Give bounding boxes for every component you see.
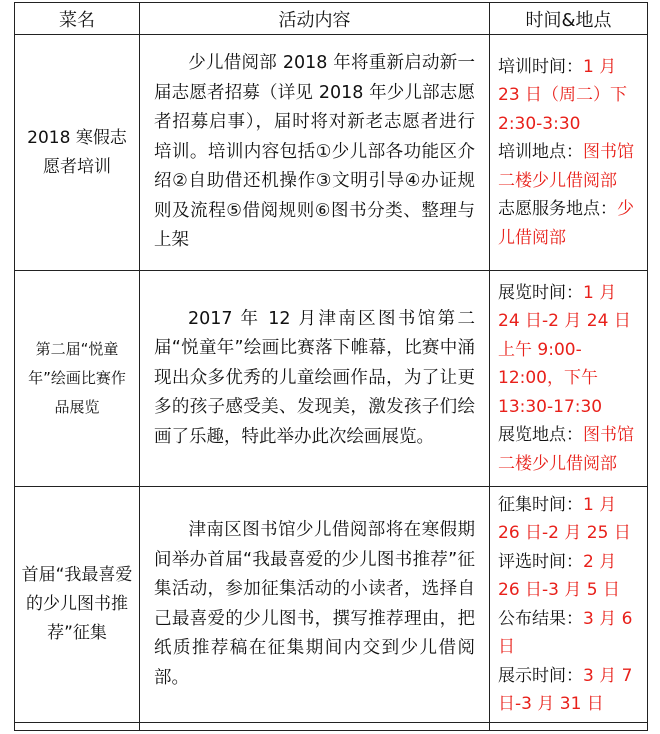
info-line: 志愿服务地点：少儿借阅部 (498, 199, 634, 248)
row-info (490, 35, 648, 271)
row-content (140, 35, 490, 271)
row-content-text: 少儿借阅部 2018 年将重新启动新一届志愿者招募（详见 2018 年少儿部志愿者招募启事），届时将对新老志愿者进行培训。培训内容包括①少儿部各功能区介绍②自助借还机操作③文明引导④办证规则及流程⑤借阅规则⑥图书分类、整理与上架 (154, 53, 475, 251)
row-name: 首届“我最喜爱的少儿图书推荐”征集 (15, 487, 140, 723)
header-time-place: 时间&地点 (490, 3, 648, 35)
info-line: 评选时间：2 月 26 日-3 月 5 日 (498, 551, 621, 600)
table-row (15, 271, 648, 487)
row-info (490, 271, 648, 487)
row-name: 2018 寒假志愿者培训 (15, 35, 140, 271)
info-line: 公布结果：3 月 6 日 (498, 608, 633, 657)
row-content-text: 津南区图书馆少儿借阅部将在寒假期间举办首届“我最喜爱的少儿图书推荐”征集活动，参加征集活动的小读者，选择自己最喜爱的少儿图书，撰写推荐理由，把纸质推荐稿在征集期间内交到少儿借阅部。 (154, 520, 475, 688)
table-row (15, 487, 648, 723)
info-line: 培训地点：图书馆二楼少儿借阅部 (498, 142, 634, 191)
info-line: 展览地点：图书馆二楼少儿借阅部 (498, 425, 634, 474)
table-row (15, 35, 648, 271)
table-header-row (15, 3, 648, 35)
row-content-text: 2017 年 12 月津南区图书馆第二届“悦童年”绘画比赛落下帷幕，比赛中涌现出众多优秀的儿童绘画作品，为了让更多的孩子感受美、发现美，激发孩子们绘画了乐趣，特此举办此次绘画展览。 (154, 308, 475, 447)
header-dish-name: 菜名 (15, 3, 140, 35)
row-content (140, 271, 490, 487)
info-line: 征集时间：1 月 26 日-2 月 25 日 (498, 494, 631, 543)
table-row-partial (15, 723, 648, 731)
header-activity-content: 活动内容 (140, 3, 490, 35)
info-line: 展示时间：3 月 7 日-3 月 31 日 (498, 665, 633, 714)
row-name: 第二届“悦童年”绘画比赛作品展览 (15, 271, 140, 487)
info-line: 展览时间：1 月 24 日-2 月 24 日 上午 9:00-12:00，下午 13:30-17:30 (498, 282, 631, 417)
info-line: 培训时间：1 月 23 日（周二）下 2:30-3:30 (498, 56, 628, 134)
row-info (490, 487, 648, 723)
activity-table (14, 2, 648, 731)
row-content (140, 487, 490, 723)
